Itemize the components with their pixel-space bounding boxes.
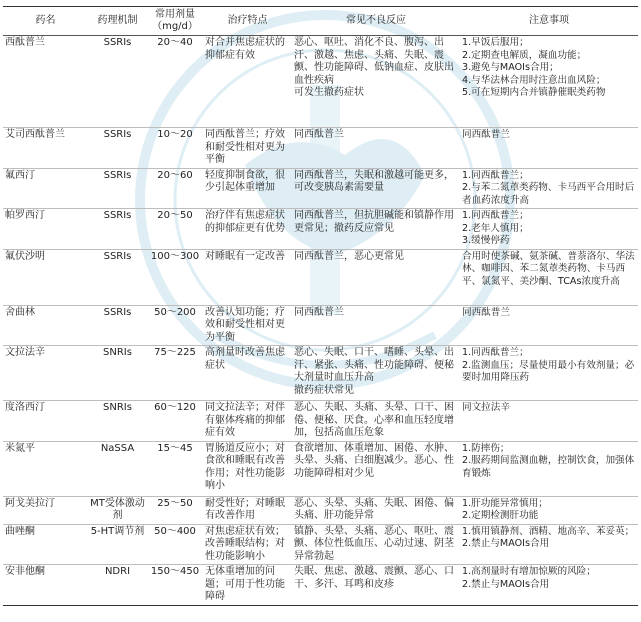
header-mechanism: 药理机制 bbox=[88, 7, 147, 36]
cell-dose: 20～60 bbox=[157, 169, 193, 181]
cell-mechanism: SSRIs bbox=[103, 37, 132, 48]
cell-dose: 50～200 bbox=[154, 306, 196, 318]
cell-drug-name: 舍曲林 bbox=[5, 306, 35, 318]
cell-mechanism: MT受体激动剂 bbox=[90, 497, 145, 521]
cell-mechanism: SNRIs bbox=[103, 347, 132, 358]
cell-precautions: 1.早饭后服用； 2.定期查电解质，凝血功能； 3.避免与MAOIs合用； 4.与华法林合用时注意出血风险； 5.可在短期内合并镇静催眠类药物 bbox=[462, 37, 606, 98]
table-row bbox=[3, 305, 638, 346]
cell-precautions: 1.高剂量时有增加惊厥的风险； 2.禁止与MAOIs合用 bbox=[462, 566, 596, 590]
cell-precautions: 1.同西酞普兰； 2.监测血压；尽量使用最小有效剂量；必要时加用降压药 bbox=[462, 347, 635, 383]
cell-features: 高剂量时改善焦虑症状 bbox=[205, 347, 285, 371]
cell-drug-name: 氟伏沙明 bbox=[5, 250, 45, 262]
cell-mechanism: SSRIs bbox=[103, 306, 132, 318]
cell-mechanism: NDRI bbox=[104, 566, 131, 577]
cell-precautions: 1.防摔伤； 2.服药期间监测血糖，控制饮食，加强体育锻炼 bbox=[462, 442, 635, 479]
table-row bbox=[3, 249, 638, 305]
cell-adverse-reactions: 镇静、头晕、头痛、恶心、呕吐、震颤、体位性低血压、心动过速、阴茎异常勃起 bbox=[294, 525, 454, 562]
cell-mechanism: 5-HT调节剂 bbox=[90, 525, 145, 537]
cell-precautions: 同西酞普兰 bbox=[462, 306, 510, 318]
table-row bbox=[3, 524, 638, 565]
table-header-row bbox=[3, 7, 638, 36]
cell-features: 无体重增加的问题；可用于性功能障碍 bbox=[205, 566, 285, 602]
cell-precautions: 1.肝功能异常慎用； 2.定期检测肝功能 bbox=[462, 497, 548, 521]
cell-adverse-reactions: 恶心、呕吐、消化不良、腹泻、出汗、激越、焦虑、头痛、失眠、震颤、性功能障碍、低钠血症、皮肤出血性疾病 可发生撤药症状 bbox=[294, 37, 454, 98]
cell-dose: 50～400 bbox=[154, 525, 196, 537]
cell-precautions: 同文拉法辛 bbox=[462, 402, 510, 413]
cell-drug-name: 度洛西汀 bbox=[5, 402, 45, 413]
cell-drug-name: 安非他酮 bbox=[5, 566, 45, 577]
cell-drug-name: 氟西汀 bbox=[5, 169, 35, 181]
cell-features: 治疗伴有焦虑症状的抑郁症更有优势 bbox=[205, 210, 285, 234]
antidepressant-table bbox=[3, 6, 638, 606]
cell-features: 对合并焦虑症状的抑郁症有效 bbox=[205, 37, 285, 61]
table-row bbox=[3, 441, 638, 496]
cell-dose: 60～120 bbox=[154, 402, 196, 413]
cell-dose: 20～50 bbox=[157, 210, 193, 221]
cell-dose: 100～300 bbox=[150, 250, 200, 262]
cell-features: 对焦虑症状有效；改善睡眠结构；对性功能影响小 bbox=[205, 525, 285, 562]
cell-features: 耐受性好；对睡眠有改善作用 bbox=[205, 497, 285, 521]
cell-adverse-reactions: 同西酞普兰 bbox=[294, 306, 344, 318]
cell-drug-name: 西酞普兰 bbox=[5, 37, 45, 48]
cell-precautions: 1.同西酞普兰； 2.与苯二氮䓬类药物、卡马西平合用时后者血药浓度升高 bbox=[462, 169, 635, 206]
table-row bbox=[3, 128, 638, 169]
cell-precautions: 合用时使茶碱、氨茶碱、普萘洛尔、华法林、咖啡因、苯二氮䓬类药物、卡马西平、氯氮平、美沙酮、TCAs浓度升高 bbox=[462, 250, 635, 287]
table-row bbox=[3, 565, 638, 606]
cell-dose: 20～40 bbox=[157, 37, 193, 48]
cell-features: 同文拉法辛；对伴有躯体疼痛的抑郁症有效 bbox=[205, 402, 285, 438]
cell-precautions: 1.同西酞普兰； 2.老年人慎用； 3.缓慢停药 bbox=[462, 210, 529, 246]
cell-adverse-reactions: 恶心、头晕、头痛、失眠、困倦、偏头痛、肝功能异常 bbox=[294, 497, 454, 521]
table-row bbox=[3, 168, 638, 209]
cell-adverse-reactions: 同西酞普兰，失眠和激越可能更多，可改变胰岛素需要量 bbox=[294, 169, 454, 193]
cell-drug-name: 文拉法辛 bbox=[5, 347, 45, 358]
cell-precautions: 1.慎用镇静剂、酒精、地高辛、苯妥英； 2.禁止与MAOIs合用 bbox=[462, 525, 635, 549]
header-drug-name: 药名 bbox=[3, 7, 88, 36]
cell-mechanism: SSRIs bbox=[103, 129, 132, 140]
cell-features: 对睡眠有一定改善 bbox=[205, 250, 285, 262]
cell-drug-name: 阿戈美拉汀 bbox=[5, 497, 55, 509]
table-row bbox=[3, 209, 638, 250]
cell-mechanism: SNRIs bbox=[103, 402, 132, 413]
cell-dose: 25～50 bbox=[157, 497, 193, 509]
cell-adverse-reactions: 恶心、失眠、口干、嗜睡、头晕、出汗、紧张、头痛、性功能障碍、便秘 大剂量时血压升高 撤药症状常见 bbox=[294, 347, 454, 396]
cell-precautions: 同西酞普兰 bbox=[462, 129, 510, 140]
cell-adverse-reactions: 同西酞普兰 bbox=[294, 129, 344, 140]
cell-mechanism: SSRIs bbox=[103, 250, 132, 262]
header-precautions: 注意事项 bbox=[460, 7, 638, 36]
cell-dose: 75～225 bbox=[154, 347, 196, 358]
cell-dose: 15～45 bbox=[157, 442, 193, 454]
cell-features: 轻度抑制食欲，很少引起体重增加 bbox=[205, 169, 285, 193]
table-row bbox=[3, 346, 638, 401]
cell-adverse-reactions: 恶心、失眠、头痛、头晕、口干、困倦、便秘、厌食。心率和血压轻度增加，包括高血压危象 bbox=[294, 402, 454, 438]
cell-features: 胃肠道反应小；对食欲和睡眠有改善作用；对性功能影响小 bbox=[205, 442, 285, 491]
cell-adverse-reactions: 同西酞普兰，恶心更常见 bbox=[294, 250, 404, 262]
cell-drug-name: 米氮平 bbox=[5, 442, 35, 454]
cell-adverse-reactions: 食欲增加、体重增加、困倦、水肿、头晕、头痛、白细胞减少。恶心、性功能障碍相对少见 bbox=[294, 442, 454, 479]
cell-mechanism: SSRIs bbox=[103, 169, 132, 181]
header-features: 治疗特点 bbox=[203, 7, 292, 36]
cell-mechanism: NaSSA bbox=[100, 442, 135, 454]
header-adverse-reactions: 常见不良反应 bbox=[292, 7, 460, 36]
cell-features: 同西酞普兰；疗效和耐受性相对更为平衡 bbox=[205, 129, 285, 165]
cell-dose: 150～450 bbox=[150, 566, 200, 577]
header-dose: 常用剂量 （mg/d） bbox=[147, 7, 203, 36]
cell-drug-name: 帕罗西汀 bbox=[5, 210, 45, 221]
cell-mechanism: SSRIs bbox=[103, 210, 132, 221]
cell-drug-name: 艾司西酞普兰 bbox=[5, 129, 65, 140]
cell-dose: 10～20 bbox=[157, 129, 193, 140]
cell-features: 改善认知功能；疗效和耐受性相对更为平衡 bbox=[205, 306, 285, 343]
cell-adverse-reactions: 同西酞普兰，但抗胆碱能和镇静作用更常见；撤药反应常见 bbox=[294, 210, 454, 234]
table-row bbox=[3, 36, 638, 128]
cell-adverse-reactions: 失眠、焦虑、激越、震颤、恶心、口干、多汗、耳鸣和皮疹 bbox=[294, 566, 454, 590]
table-row bbox=[3, 496, 638, 524]
table-row bbox=[3, 401, 638, 442]
cell-drug-name: 曲唑酮 bbox=[5, 525, 35, 537]
